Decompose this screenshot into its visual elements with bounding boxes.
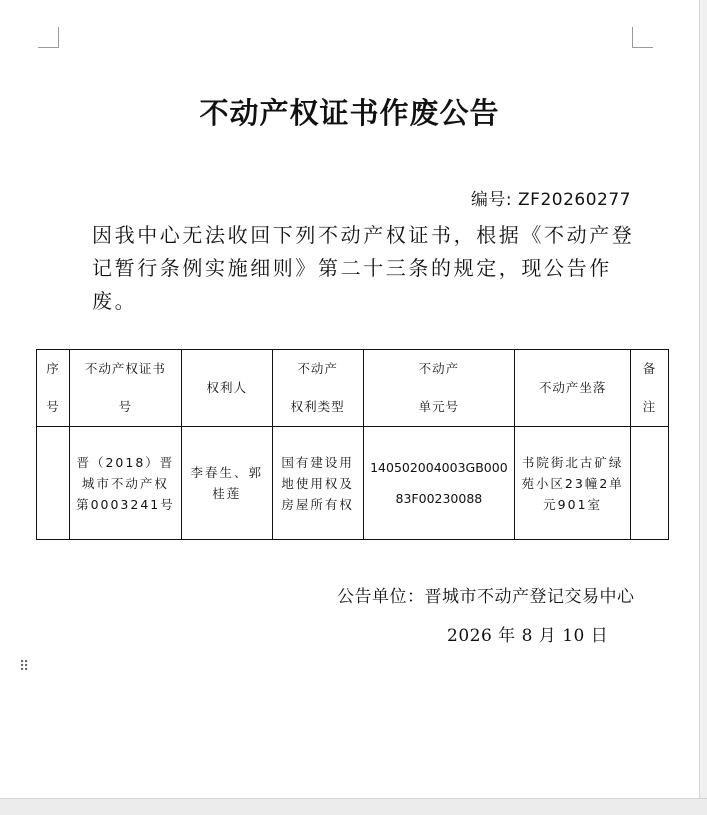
horizontal-scrollbar[interactable] bbox=[0, 798, 707, 815]
date-line: 2026 年 8 月 10 日 bbox=[447, 626, 609, 646]
cell-location: 书院街北古矿绿苑小区23幢2单元901室 bbox=[515, 427, 631, 540]
table-header-row bbox=[37, 350, 669, 427]
header-seq: 序 号 bbox=[37, 350, 70, 427]
header-cert-no: 不动产权证书 号 bbox=[69, 350, 181, 427]
header-note: 备 注 bbox=[631, 350, 669, 427]
header-holder: 权利人 bbox=[181, 350, 272, 427]
drag-handle-icon[interactable]: ⠿ bbox=[19, 659, 30, 675]
cell-holder: 李春生、郭桂莲 bbox=[181, 427, 272, 540]
header-unit-no: 不动产 单元号 bbox=[363, 350, 515, 427]
table-row bbox=[37, 427, 669, 540]
cell-right-type: 国有建设用地使用权及房屋所有权 bbox=[272, 427, 363, 540]
issuer-line: 公告单位：晋城市不动产登记交易中心 bbox=[337, 587, 635, 607]
header-right-type: 不动产 权利类型 bbox=[272, 350, 363, 427]
cell-cert-no: 晋（2018）晋城市不动产权第0003241号 bbox=[69, 427, 181, 540]
certificate-table bbox=[36, 349, 669, 540]
margin-corner-top-right bbox=[632, 27, 653, 48]
document-number: 编号: ZF20260277 bbox=[470, 190, 631, 210]
margin-corner-top-left bbox=[38, 27, 59, 48]
notice-paragraph: 因我中心无法收回下列不动产权证书，根据《不动产登记暂行条例实施细则》第二十三条的规定，现公告作废。 bbox=[92, 223, 635, 313]
cell-seq bbox=[37, 427, 70, 540]
vertical-scrollbar[interactable] bbox=[699, 0, 707, 798]
document-title: 不动产权证书作废公告 bbox=[199, 96, 500, 130]
cell-unit-no: 140502004003GB00083F00230088 bbox=[363, 427, 515, 540]
cell-note bbox=[631, 427, 669, 540]
header-location: 不动产坐落 bbox=[515, 350, 631, 427]
